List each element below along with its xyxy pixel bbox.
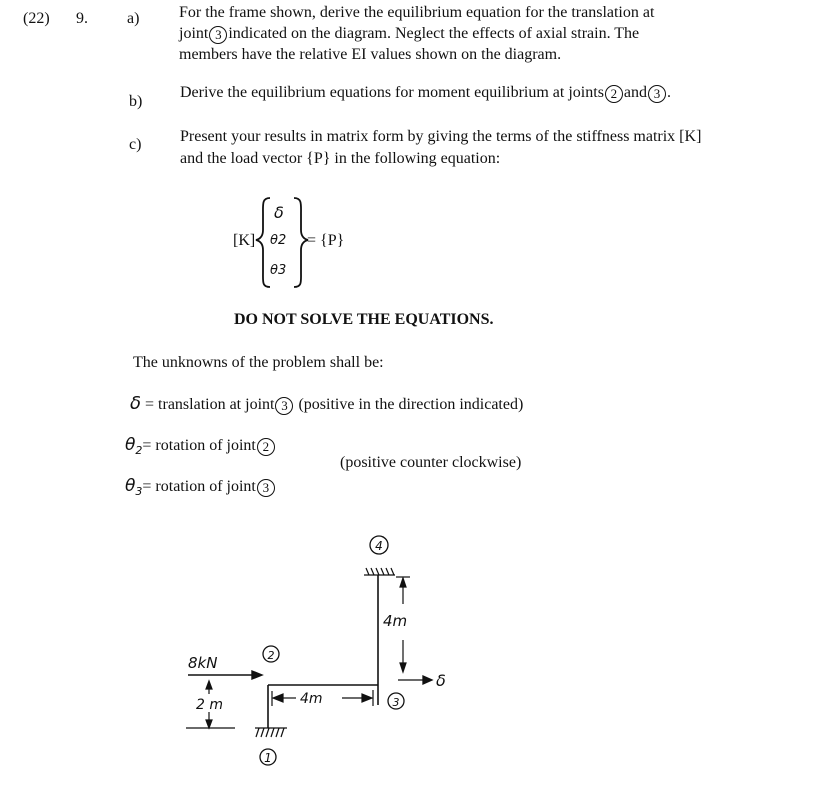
part-a-line2-pre: joint xyxy=(179,25,209,42)
joint-1-label: 1 xyxy=(264,751,272,765)
vector-theta3: θ3 xyxy=(270,263,287,278)
joint-circle: 2 xyxy=(257,438,275,456)
equation-lhs: [K] xyxy=(233,232,256,249)
fixed-support-top xyxy=(364,568,395,575)
unknowns-intro: The unknowns of the problem shall be: xyxy=(133,354,384,371)
part-a-label: a) xyxy=(127,10,140,27)
load-label: 8kN xyxy=(188,654,218,672)
theta3-subscript: 3 xyxy=(135,485,143,499)
right-height-label: 4m xyxy=(383,612,408,630)
joint-2-label: 2 xyxy=(267,649,275,662)
joint-3-label: 3 xyxy=(392,696,400,709)
load-arrow xyxy=(188,671,262,679)
delta-symbol: δ xyxy=(130,393,142,414)
part-c-label: c) xyxy=(129,136,142,153)
part-b-sentence: Derive the equilibrium equations for moment equilibrium at joints xyxy=(180,84,604,101)
joint-circle: 3 xyxy=(209,26,227,44)
delta-label: δ xyxy=(436,671,446,690)
joint-circle: 3 xyxy=(648,85,666,103)
part-b-label: b) xyxy=(129,93,143,110)
part-c-line2: and the load vector {P} in the following equation: xyxy=(180,150,501,167)
delta-note: (positive in the direction indicated) xyxy=(298,396,524,413)
theta2-text: = rotation of joint xyxy=(142,437,256,454)
theta2-symbol: θ xyxy=(125,435,136,455)
part-b-and: and xyxy=(623,84,648,101)
warning-text: DO NOT SOLVE THE EQUATIONS. xyxy=(234,311,494,328)
vector-delta: δ xyxy=(274,203,284,222)
vector-theta2: θ2 xyxy=(270,233,287,248)
question-marks: (22) xyxy=(23,10,50,27)
delta-text: = translation at joint xyxy=(145,396,275,413)
theta3-text: = rotation of joint xyxy=(142,478,256,495)
part-a-line3: members have the relative EI values shown on the diagram. xyxy=(179,46,562,63)
fixed-support-bottom xyxy=(255,728,287,737)
delta-arrow xyxy=(398,676,432,684)
part-a-line2-post: indicated on the diagram. Neglect the effects of axial strain. The xyxy=(228,25,640,42)
rotation-note: (positive counter clockwise) xyxy=(340,454,522,471)
joint-4-label: 4 xyxy=(375,539,383,553)
part-b-end: . xyxy=(667,84,672,101)
joint-circle: 3 xyxy=(275,397,293,415)
equation-rhs: = {P} xyxy=(307,232,345,249)
theta2-subscript: 2 xyxy=(135,444,143,458)
joint-circle: 2 xyxy=(605,85,623,103)
span-label: 4m xyxy=(300,691,323,707)
theta3-symbol: θ xyxy=(125,476,136,496)
left-height-label: 2 m xyxy=(196,697,223,713)
part-a-line1: For the frame shown, derive the equilibrium equation for the translation at xyxy=(179,4,655,21)
joint-circle: 3 xyxy=(257,479,275,497)
part-c-line1: Present your results in matrix form by giving the terms of the stiffness matrix [K] xyxy=(180,128,702,145)
question-number: 9. xyxy=(76,10,88,27)
